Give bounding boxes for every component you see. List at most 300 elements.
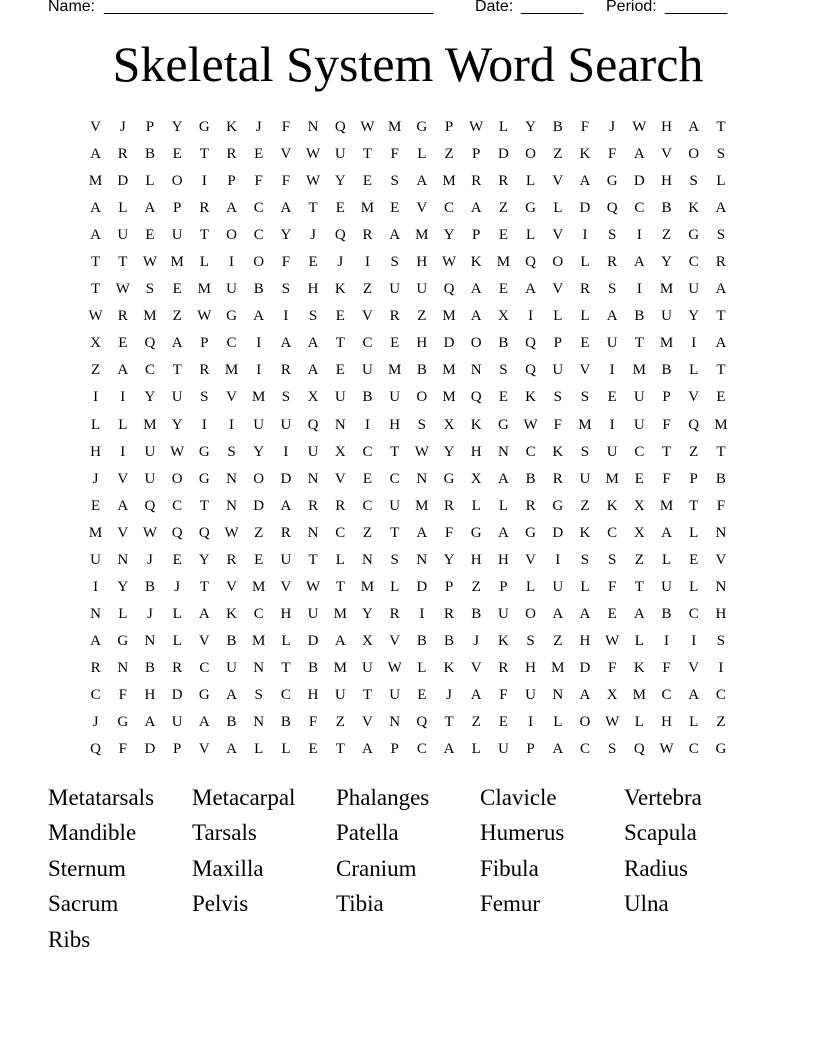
grid-letter: C <box>688 254 699 271</box>
grid-letter: N <box>253 659 265 676</box>
grid-letter: D <box>117 173 129 190</box>
grid-letter: Y <box>443 227 455 244</box>
grid-letter: A <box>497 524 509 541</box>
grid-letter: N <box>226 497 237 514</box>
grid-letter: P <box>662 389 671 406</box>
grid-letter: M <box>714 416 728 433</box>
period-label: Period: <box>606 0 657 15</box>
grid-letter: D <box>253 497 265 514</box>
grid-letter: J <box>147 605 153 622</box>
grid-letter: W <box>88 308 103 325</box>
grid-letter: E <box>716 389 726 406</box>
grid-letter: E <box>498 389 508 406</box>
grid-letter: W <box>523 416 538 433</box>
grid-letter: V <box>661 146 672 163</box>
grid-letter: C <box>253 605 264 622</box>
grid-letter: I <box>582 227 588 244</box>
grid-letter: F <box>499 687 508 703</box>
grid-letter: V <box>470 659 482 676</box>
grid-letter: M <box>551 659 565 676</box>
word-bank-item: Scapula <box>624 820 697 846</box>
grid-letter: O <box>552 254 564 271</box>
grid-letter: V <box>198 632 210 649</box>
grid-letter: K <box>334 281 346 298</box>
grid-letter: I <box>364 416 370 433</box>
grid-letter: E <box>335 200 345 217</box>
grid-letter: R <box>117 146 128 163</box>
grid-letter: T <box>172 362 182 379</box>
grid-letter: A <box>280 200 292 217</box>
date-label: Date: <box>475 0 514 15</box>
grid-letter: G <box>552 497 564 514</box>
grid-letter: V <box>552 227 564 244</box>
grid-letter: L <box>526 173 536 190</box>
grid-letter: S <box>417 416 427 433</box>
grid-letter: A <box>144 714 156 731</box>
grid-letter: S <box>553 389 562 406</box>
grid-letter: D <box>579 200 591 217</box>
grid-letter: I <box>528 714 534 731</box>
grid-letter: I <box>691 335 697 352</box>
grid-letter: L <box>580 578 590 595</box>
word-bank-item: Femur <box>480 891 541 917</box>
grid-letter: G <box>117 714 129 731</box>
grid-letter: G <box>470 524 482 541</box>
grid-letter: M <box>632 362 647 379</box>
grid-letter: M <box>387 119 402 136</box>
grid-letter: C <box>362 497 373 514</box>
grid-letter: E <box>254 551 264 568</box>
word-bank-item: Patella <box>336 820 399 846</box>
grid-letter: V <box>198 741 210 758</box>
grid-letter: W <box>224 524 239 541</box>
grid-letter: P <box>553 335 562 352</box>
grid-letter: W <box>115 281 130 298</box>
grid-letter: F <box>444 524 454 541</box>
grid-letter: M <box>360 200 375 217</box>
grid-letter: D <box>307 632 319 649</box>
grid-letter: T <box>308 551 318 568</box>
grid-letter: R <box>444 605 455 622</box>
grid-letter: N <box>715 578 727 595</box>
grid-letter: T <box>335 741 345 758</box>
grid-letter: U <box>688 281 700 298</box>
grid-letter: S <box>308 308 318 325</box>
grid-letter: E <box>498 714 508 731</box>
grid-letter: F <box>118 687 127 703</box>
grid-letter: U <box>362 659 373 676</box>
grid-letter: B <box>226 714 237 731</box>
grid-letter: T <box>199 497 209 514</box>
grid-letter: L <box>118 605 128 622</box>
grid-letter: Z <box>634 551 644 568</box>
grid-letter: Z <box>254 524 264 541</box>
grid-letter: M <box>170 254 184 271</box>
grid-letter: U <box>633 416 645 433</box>
grid-letter: B <box>144 659 155 676</box>
grid-letter: L <box>553 200 563 217</box>
grid-letter: T <box>634 335 644 352</box>
grid-letter: Y <box>198 551 210 568</box>
grid-letter: H <box>497 551 509 568</box>
grid-letter: A <box>280 335 292 352</box>
grid-letter: L <box>553 714 563 731</box>
grid-letter: I <box>555 551 561 568</box>
grid-letter: A <box>280 497 292 514</box>
grid-letter: R <box>389 605 400 622</box>
grid-letter: S <box>281 281 291 298</box>
grid-letter: U <box>552 578 564 595</box>
grid-letter: A <box>525 281 537 298</box>
grid-letter: Z <box>498 200 508 217</box>
word-bank-item: Ribs <box>48 926 91 952</box>
grid-letter: S <box>200 389 209 406</box>
grid-letter: H <box>416 335 428 352</box>
grid-letter: H <box>579 632 591 649</box>
grid-letter: R <box>525 497 536 514</box>
grid-letter: C <box>226 335 237 352</box>
grid-letter: D <box>280 470 292 487</box>
grid-letter: U <box>334 389 346 406</box>
grid-letter: R <box>280 362 291 379</box>
grid-letter: U <box>117 227 129 244</box>
grid-letter: E <box>335 362 345 379</box>
grid-letter: N <box>334 416 346 433</box>
grid-letter: S <box>390 173 399 190</box>
grid-letter: G <box>198 119 210 136</box>
grid-letter: E <box>417 687 427 703</box>
grid-letter: L <box>553 308 563 325</box>
grid-letter: S <box>526 632 535 649</box>
grid-letter: A <box>90 200 102 217</box>
grid-letter: O <box>226 227 237 244</box>
grid-letter: R <box>552 470 563 487</box>
grid-letter: T <box>362 687 373 703</box>
grid-letter: A <box>226 687 237 703</box>
grid-letter: I <box>283 308 289 325</box>
word-bank-item: Maxilla <box>192 855 264 881</box>
grid-letter: G <box>606 173 618 190</box>
grid-letter: M <box>360 578 375 595</box>
grid-letter: V <box>416 200 428 217</box>
grid-letter: L <box>498 497 508 514</box>
grid-letter: N <box>144 632 156 649</box>
grid-letter: Z <box>689 443 699 460</box>
grid-letter: K <box>470 416 482 433</box>
grid-letter: T <box>444 714 454 731</box>
grid-letter: N <box>253 714 265 731</box>
grid-letter: U <box>90 551 102 568</box>
grid-letter: J <box>337 254 344 271</box>
grid-letter: P <box>227 173 236 190</box>
grid-letter: U <box>144 470 156 487</box>
grid-letter: E <box>390 200 400 217</box>
grid-letter: M <box>659 335 674 352</box>
grid-letter: F <box>281 254 291 271</box>
grid-letter: W <box>469 119 484 136</box>
grid-letter: I <box>609 416 615 433</box>
grid-letter: M <box>442 362 456 379</box>
grid-letter: D <box>633 173 645 190</box>
grid-letter: T <box>634 578 644 595</box>
grid-letter: T <box>661 443 672 460</box>
grid-letter: M <box>252 389 266 406</box>
grid-letter: V <box>525 551 537 568</box>
grid-letter: U <box>144 443 156 460</box>
grid-letter: S <box>716 227 726 244</box>
grid-letter: I <box>201 416 207 433</box>
grid-letter: J <box>255 119 262 136</box>
grid-letter: P <box>689 470 698 487</box>
grid-letter: K <box>606 497 618 514</box>
grid-letter: E <box>172 146 182 163</box>
grid-letter: M <box>442 308 456 325</box>
grid-letter: M <box>659 281 674 298</box>
grid-letter: M <box>143 416 157 433</box>
grid-letter: J <box>174 578 181 595</box>
grid-letter: C <box>389 470 400 487</box>
grid-letter: U <box>171 389 183 406</box>
grid-letter: I <box>636 227 642 244</box>
grid-letter: E <box>308 741 318 758</box>
grid-letter: U <box>606 335 618 352</box>
grid-letter: U <box>307 443 319 460</box>
grid-letter: K <box>470 254 482 271</box>
grid-letter: M <box>442 173 456 190</box>
grid-letter: J <box>119 119 126 136</box>
grid-letter: G <box>117 632 129 649</box>
grid-letter: J <box>310 227 317 244</box>
grid-letter: Z <box>172 308 182 325</box>
name-label: Name: <box>48 0 96 15</box>
grid-letter: R <box>579 281 590 298</box>
grid-letter: O <box>171 470 183 487</box>
grid-letter: U <box>334 146 346 163</box>
grid-letter: Z <box>471 578 481 595</box>
grid-letter: S <box>716 146 726 163</box>
word-bank-item: Humerus <box>480 820 565 846</box>
grid-letter: L <box>471 497 481 514</box>
grid-letter: L <box>689 578 699 595</box>
grid-letter: A <box>606 308 618 325</box>
grid-letter: U <box>633 389 645 406</box>
grid-letter: U <box>362 362 373 379</box>
grid-letter: R <box>498 173 509 190</box>
grid-letter: F <box>281 119 291 136</box>
grid-letter: O <box>416 389 428 406</box>
grid-letter: S <box>607 227 617 244</box>
grid-letter: A <box>661 524 672 541</box>
grid-letter: Z <box>91 362 101 379</box>
grid-letter: Q <box>307 416 319 433</box>
grid-letter: H <box>470 443 482 460</box>
grid-letter: H <box>389 416 401 433</box>
grid-letter: J <box>92 470 99 487</box>
grid-letter: H <box>90 443 102 460</box>
grid-letter: C <box>90 687 101 703</box>
grid-letter: B <box>416 632 427 649</box>
grid-letter: U <box>389 687 401 703</box>
grid-letter: S <box>580 389 590 406</box>
grid-letter: D <box>171 687 183 703</box>
grid-letter: B <box>552 119 563 136</box>
grid-letter: B <box>444 632 455 649</box>
date-blank: _______ <box>521 0 584 15</box>
grid-letter: X <box>633 524 645 541</box>
grid-letter: A <box>688 119 700 136</box>
grid-letter: M <box>197 281 212 298</box>
grid-letter: V <box>552 281 564 298</box>
grid-letter: A <box>416 173 428 190</box>
grid-letter: K <box>688 200 700 217</box>
grid-letter: I <box>528 308 534 325</box>
word-bank-item: Tibia <box>336 891 384 917</box>
grid-letter: V <box>688 389 700 406</box>
grid-letter: S <box>607 281 617 298</box>
grid-letter: W <box>306 173 321 190</box>
word-bank <box>48 780 768 958</box>
grid-letter: L <box>172 605 182 622</box>
grid-letter: Q <box>198 524 210 541</box>
name-blank: _____________________________________ <box>104 0 434 15</box>
grid-letter: C <box>253 200 264 217</box>
grid-letter: T <box>91 281 101 298</box>
grid-letter: Y <box>117 578 129 595</box>
grid-letter: K <box>633 659 645 676</box>
grid-letter: W <box>605 714 620 731</box>
grid-letter: W <box>632 119 647 136</box>
grid-letter: W <box>197 308 212 325</box>
grid-letter: I <box>93 578 99 595</box>
grid-letter: I <box>718 659 724 676</box>
grid-letter: R <box>172 659 183 676</box>
grid-letter: I <box>283 443 289 460</box>
grid-letter: B <box>226 632 237 649</box>
grid-letter: M <box>659 497 674 514</box>
grid-letter: Z <box>362 281 373 298</box>
grid-letter: A <box>307 362 319 379</box>
word-bank-item: Fibula <box>480 855 539 881</box>
grid-letter: T <box>689 497 699 514</box>
grid-letter: T <box>390 524 400 541</box>
grid-letter: P <box>472 146 481 163</box>
grid-letter: S <box>580 443 590 460</box>
grid-letter: B <box>634 308 645 325</box>
grid-letter: Z <box>417 308 427 325</box>
grid-letter: X <box>497 308 509 325</box>
grid-letter: N <box>470 362 482 379</box>
grid-letter: M <box>415 227 429 244</box>
grid-letter: A <box>579 687 591 703</box>
grid-letter: R <box>444 497 455 514</box>
grid-letter: R <box>308 497 319 514</box>
grid-letter: Q <box>525 335 537 352</box>
grid-letter: A <box>579 173 591 190</box>
grid-letter: U <box>307 605 319 622</box>
grid-letter: H <box>144 687 156 703</box>
grid-letter: I <box>256 362 262 379</box>
grid-letter: J <box>473 632 480 649</box>
grid-letter: Z <box>444 146 454 163</box>
grid-letter: G <box>198 443 210 460</box>
grid-letter: Y <box>171 119 183 136</box>
grid-letter: D <box>497 146 509 163</box>
grid-letter: Q <box>633 741 645 758</box>
grid-letter: C <box>634 443 645 460</box>
grid-letter: L <box>281 741 291 758</box>
grid-letter: L <box>417 659 427 676</box>
grid-letter: X <box>443 416 455 433</box>
grid-letter: D <box>416 578 428 595</box>
grid-letter: K <box>497 632 509 649</box>
grid-letter: L <box>580 254 590 271</box>
grid-letter: R <box>362 227 373 244</box>
grid-letter: X <box>90 335 102 352</box>
grid-letter: G <box>198 687 210 703</box>
grid-letter: Z <box>661 227 672 244</box>
grid-letter: U <box>579 470 591 487</box>
grid-letter: R <box>335 497 346 514</box>
grid-letter: F <box>662 470 671 487</box>
grid-letter: W <box>142 254 158 271</box>
grid-letter: B <box>471 605 482 622</box>
grid-letter: F <box>308 714 318 731</box>
word-bank-item: Radius <box>624 855 688 881</box>
grid-letter: Y <box>443 551 455 568</box>
grid-letter: R <box>226 146 237 163</box>
grid-letter: V <box>280 146 292 163</box>
grid-letter: A <box>253 308 265 325</box>
grid-letter: S <box>607 551 617 568</box>
grid-letter: Z <box>553 146 563 163</box>
grid-letter: I <box>256 335 262 352</box>
grid-letter: E <box>118 335 128 352</box>
grid-letter: K <box>226 605 237 622</box>
grid-letter: B <box>661 362 672 379</box>
grid-letter: T <box>716 308 726 325</box>
grid-letter: A <box>470 687 482 703</box>
grid-letter: A <box>633 146 645 163</box>
grid-letter: G <box>688 227 700 244</box>
grid-letter: Q <box>606 200 618 217</box>
grid-letter: Y <box>280 227 292 244</box>
grid-letter: P <box>444 119 454 136</box>
grid-letter: N <box>389 714 401 731</box>
grid-letter: Y <box>661 254 672 271</box>
grid-letter: B <box>525 470 536 487</box>
grid-letter: L <box>254 741 264 758</box>
student-info-header <box>48 0 748 18</box>
grid-letter: R <box>389 308 400 325</box>
grid-letter: R <box>199 200 210 217</box>
grid-letter: W <box>441 254 457 271</box>
grid-letter: A <box>90 632 102 649</box>
grid-letter: B <box>308 659 319 676</box>
grid-letter: A <box>90 227 102 244</box>
grid-letter: H <box>280 605 292 622</box>
word-bank-item: Tarsals <box>192 820 257 846</box>
grid-letter: L <box>471 741 481 758</box>
grid-letter: V <box>552 173 564 190</box>
grid-letter: Q <box>144 497 156 514</box>
grid-letter: C <box>172 497 183 514</box>
grid-letter: R <box>226 551 237 568</box>
grid-letter: P <box>172 200 182 217</box>
grid-letter: C <box>144 362 155 379</box>
grid-letter: N <box>90 605 102 622</box>
grid-letter: W <box>659 741 674 758</box>
grid-letter: W <box>306 146 321 163</box>
